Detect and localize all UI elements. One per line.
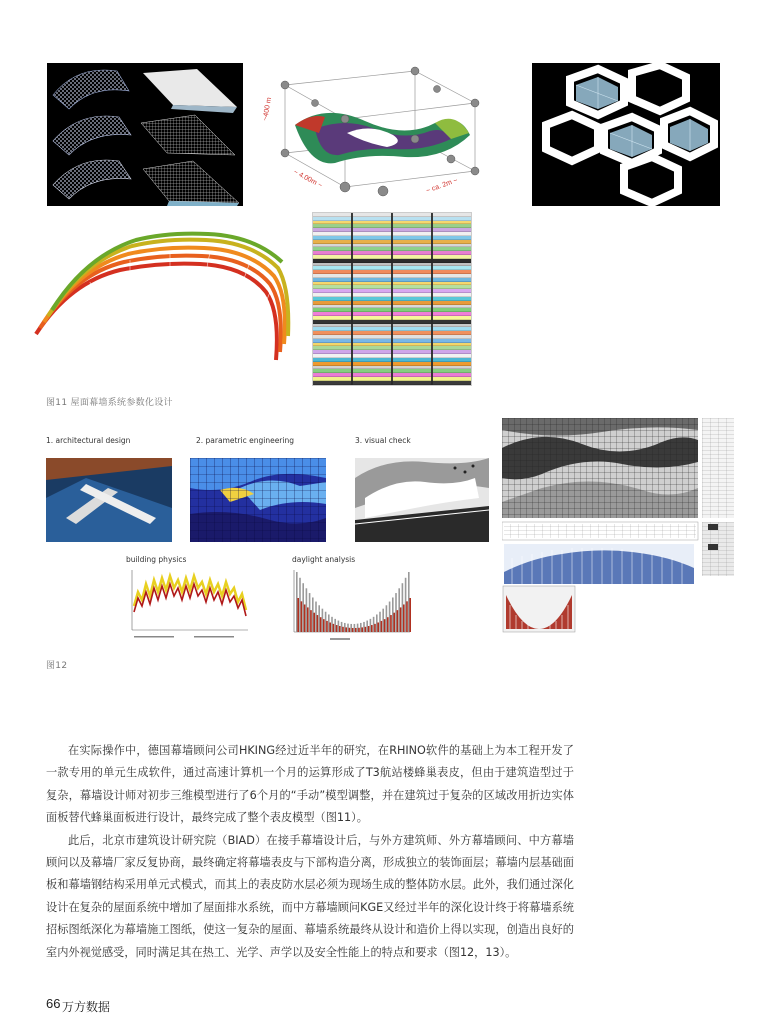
daylight-bar-red xyxy=(339,626,341,632)
daylight-bar-grey xyxy=(341,622,343,632)
daylight-bar-grey xyxy=(354,624,356,632)
daylight-bar-red xyxy=(349,628,351,632)
panel-label-building-physics: building physics xyxy=(126,555,187,564)
figure12-small-bar-chart xyxy=(502,585,576,635)
daylight-bar-red xyxy=(365,627,367,632)
daylight-bar-red xyxy=(400,607,402,632)
daylight-bar-red xyxy=(320,617,322,632)
daylight-bar-red xyxy=(301,601,303,632)
daylight-bar-red xyxy=(352,628,354,632)
daylight-bar-red xyxy=(384,619,386,632)
daylight-bar-red xyxy=(323,619,325,632)
daylight-bar-grey xyxy=(392,597,394,632)
daylight-bar-grey xyxy=(360,623,362,632)
daylight-bar-red xyxy=(374,624,376,632)
daylight-bar-grey xyxy=(398,588,400,632)
daylight-bar-red xyxy=(336,625,338,632)
daylight-bar-grey xyxy=(408,572,410,632)
daylight-bar-grey xyxy=(299,578,301,632)
daylight-bar-grey xyxy=(309,593,311,632)
daylight-bar-red xyxy=(355,628,357,632)
daylight-bar-red xyxy=(317,615,319,632)
daylight-bar-grey xyxy=(312,597,314,632)
daylight-bar-grey xyxy=(357,624,359,632)
daylight-bar-red xyxy=(361,627,363,632)
page-number: 66 xyxy=(46,996,61,1011)
daylight-bar-grey xyxy=(395,593,397,632)
panel-label-visual: 3. visual check xyxy=(355,436,411,445)
daylight-bar-red xyxy=(304,604,306,632)
daylight-bar-red xyxy=(387,617,389,632)
figure11-honeycomb-panels xyxy=(532,63,720,206)
daylight-bar-red xyxy=(342,627,344,632)
daylight-bar-grey xyxy=(382,609,384,632)
figure11-wave-roof-analysis xyxy=(30,212,292,372)
figure11-shell-wireframes xyxy=(47,63,243,206)
panel-label-parametric: 2. parametric engineering xyxy=(196,436,294,445)
daylight-bar-red xyxy=(297,598,299,632)
figure11-caption: 图11 屋面幕墙系统参数化设计 xyxy=(46,398,173,408)
daylight-bar-red xyxy=(333,624,335,632)
figure12-daylight-analysis-chart xyxy=(284,566,414,644)
daylight-bar-red xyxy=(345,627,347,632)
daylight-bar-red xyxy=(329,622,331,632)
daylight-bar-grey xyxy=(322,609,324,632)
source-watermark: 万方数据 xyxy=(62,1000,111,1014)
figure12-parametric-engineering-image xyxy=(190,458,326,542)
figure12-visual-check-image xyxy=(355,458,489,542)
daylight-bar-grey xyxy=(347,624,349,632)
daylight-bar-red xyxy=(377,622,379,632)
daylight-bar-red xyxy=(390,615,392,632)
body-paragraph: 此后，北京市建筑设计研究院（BIAD）在接手幕墙设计后，与外方建筑师、外方幕墙顾问、中方幕墙顾问以及幕墙厂家反复协商，最终确定将幕墙表皮与下部构造分离，形成独立的装饰面层；幕墙内层基础面板和幕墙钢结构采用单元式模式，而其上的表皮防水层必须为现场生成的整体防水层。此外，我们通过深化设计在复杂的屋面系统中增加了屋面排水系统，而中方幕墙顾问KGE又经过半年的深化设计终于将幕墙系统招标图纸深化为幕墙施工图纸，使这一复杂的屋面、幕墙系统最终从设计和造价上得以实现，创造出良好的室内外视觉感受，同时满足其在热工、光学、声学以及安全性能上的特点和要求（图12，13）。 xyxy=(46,833,574,959)
daylight-bar-red xyxy=(403,604,405,632)
daylight-bar-grey xyxy=(376,614,378,632)
daylight-bar-grey xyxy=(350,624,352,632)
daylight-bar-grey xyxy=(366,621,368,632)
daylight-bar-red xyxy=(409,598,411,632)
daylight-bar-red xyxy=(313,613,315,632)
daylight-bar-grey xyxy=(306,588,308,632)
figure12-architectural-design-image xyxy=(46,458,172,542)
daylight-bar-grey xyxy=(302,583,304,632)
daylight-bar-grey xyxy=(315,602,317,632)
figure12-caption: 图12 xyxy=(46,661,68,671)
daylight-bar-grey xyxy=(402,583,404,632)
daylight-bar-red xyxy=(326,621,328,632)
daylight-bar-red xyxy=(358,628,360,632)
daylight-bar-grey xyxy=(386,605,388,632)
daylight-bar-grey xyxy=(331,617,333,632)
daylight-bar-red xyxy=(397,610,399,632)
dimension-label-length: ~ 4.00m ~ xyxy=(292,168,324,190)
body-paragraph: 在实际操作中，德国幕墙顾问公司HKING经过近半年的研究，在RHINO软件的基础上为本工程开发了一款专用的单元生成软件，通过高速计算机一个月的运算形成了T3航站楼蜂巢表皮，但由于建筑造型过于复杂，幕墙设计师对初步三维模型进行了6个月的“手动”模型调整，并在建筑过于复杂的区域改用折边实体面板替代蜂巢面板进行设计，最终完成了整个表皮模型（图11）。 xyxy=(46,744,574,825)
panel-label-architectural: 1. architectural design xyxy=(46,436,131,445)
daylight-bar-red xyxy=(406,601,408,632)
daylight-bar-grey xyxy=(389,602,391,632)
dimension-label-width: ~ ca. 2m ~ xyxy=(425,176,459,195)
article-body xyxy=(46,740,574,964)
daylight-bar-grey xyxy=(325,612,327,632)
daylight-bar-grey xyxy=(344,623,346,632)
daylight-bar-grey xyxy=(363,622,365,632)
daylight-bar-grey xyxy=(373,617,375,632)
daylight-bar-grey xyxy=(296,572,298,632)
figure11-panel-data-table xyxy=(312,212,472,386)
daylight-bar-grey xyxy=(370,619,372,632)
daylight-bar-red xyxy=(393,613,395,632)
figure12-building-physics-chart xyxy=(120,566,252,644)
figure11-roof-3d-model xyxy=(255,63,505,206)
daylight-bar-grey xyxy=(334,619,336,632)
daylight-bar-grey xyxy=(338,621,340,632)
dimension-label-vertical: ~400 m xyxy=(262,96,274,122)
panel-label-daylight-analysis: daylight analysis xyxy=(292,555,356,564)
daylight-bar-red xyxy=(381,621,383,632)
daylight-bar-grey xyxy=(328,614,330,632)
figure12-grid-analysis-panel xyxy=(502,418,734,598)
table-column-dividers xyxy=(313,213,471,385)
daylight-bar-grey xyxy=(318,605,320,632)
daylight-bar-grey xyxy=(405,578,407,632)
daylight-bar-red xyxy=(307,607,309,632)
daylight-bar-red xyxy=(310,610,312,632)
daylight-bar-red xyxy=(371,625,373,632)
daylight-bar-red xyxy=(368,626,370,632)
daylight-bar-grey xyxy=(379,612,381,632)
